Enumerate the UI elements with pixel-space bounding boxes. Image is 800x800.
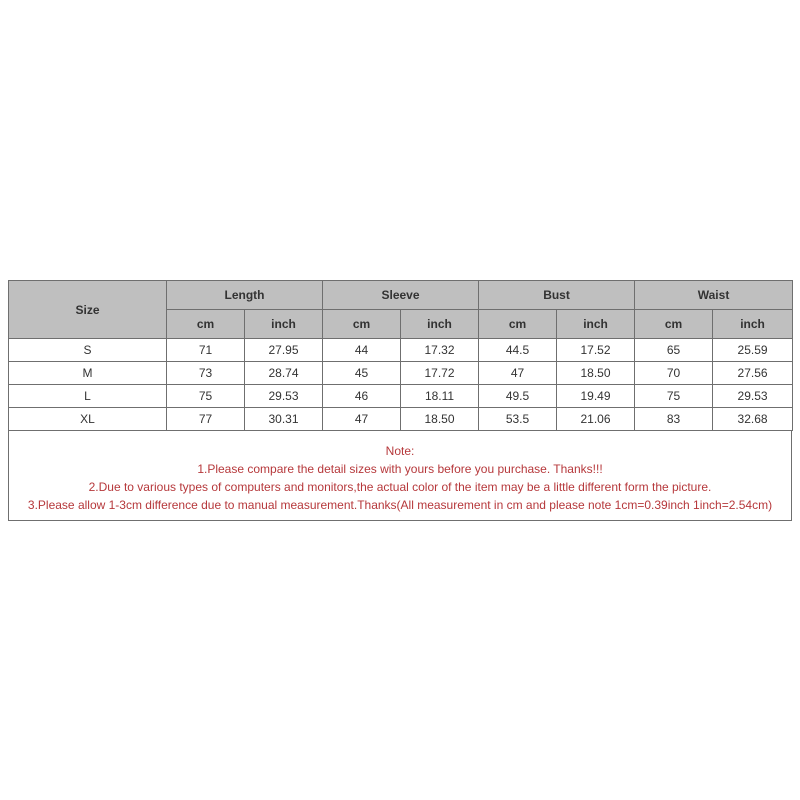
table-row <box>9 362 793 385</box>
table-cell: 53.5 <box>479 408 557 431</box>
table-cell: 17.52 <box>557 339 635 362</box>
table-cell: 49.5 <box>479 385 557 408</box>
note-title: Note: <box>385 443 415 458</box>
table-cell: 32.68 <box>713 408 793 431</box>
size-cell: M <box>9 362 167 385</box>
note-line: 3.Please allow 1-3cm difference due to manual measurement.Thanks(All measurement in cm and please note 1cm=0.39inch 1inch=2.54cm) <box>27 497 773 512</box>
table-cell: 47 <box>323 408 401 431</box>
group-header-waist: Waist <box>635 281 793 310</box>
table-cell: 27.56 <box>713 362 793 385</box>
table-cell: 83 <box>635 408 713 431</box>
header-row-groups <box>9 281 793 310</box>
table-cell: 28.74 <box>245 362 323 385</box>
table-cell: 25.59 <box>713 339 793 362</box>
table-cell: 75 <box>635 385 713 408</box>
size-chart <box>8 280 792 521</box>
table-cell: 46 <box>323 385 401 408</box>
table-cell: 18.50 <box>401 408 479 431</box>
table-cell: 29.53 <box>245 385 323 408</box>
table-cell: 70 <box>635 362 713 385</box>
table-cell: 77 <box>167 408 245 431</box>
size-cell: S <box>9 339 167 362</box>
table-cell: 27.95 <box>245 339 323 362</box>
table-row <box>9 339 793 362</box>
table-cell: 29.53 <box>713 385 793 408</box>
unit-header: inch <box>557 310 635 339</box>
note-line: 2.Due to various types of computers and monitors,the actual color of the item may be a little different form the picture. <box>88 479 712 494</box>
unit-header: inch <box>401 310 479 339</box>
table-cell: 44.5 <box>479 339 557 362</box>
table-cell: 75 <box>167 385 245 408</box>
table-row <box>9 385 793 408</box>
group-header-sleeve: Sleeve <box>323 281 479 310</box>
table-cell: 17.32 <box>401 339 479 362</box>
unit-header: cm <box>323 310 401 339</box>
group-header-bust: Bust <box>479 281 635 310</box>
table-cell: 47 <box>479 362 557 385</box>
size-cell: L <box>9 385 167 408</box>
group-header-length: Length <box>167 281 323 310</box>
table-cell: 18.11 <box>401 385 479 408</box>
table-cell: 19.49 <box>557 385 635 408</box>
table-row <box>9 408 793 431</box>
table-cell: 18.50 <box>557 362 635 385</box>
table-cell: 73 <box>167 362 245 385</box>
table-cell: 44 <box>323 339 401 362</box>
table-cell: 30.31 <box>245 408 323 431</box>
table-cell: 17.72 <box>401 362 479 385</box>
table-cell: 71 <box>167 339 245 362</box>
unit-header: cm <box>479 310 557 339</box>
notes-box <box>8 431 792 521</box>
unit-header: inch <box>713 310 793 339</box>
unit-header: cm <box>167 310 245 339</box>
unit-header: inch <box>245 310 323 339</box>
unit-header: cm <box>635 310 713 339</box>
table-cell: 65 <box>635 339 713 362</box>
size-column-header: Size <box>9 281 167 339</box>
note-line: 1.Please compare the detail sizes with yours before you purchase. Thanks!!! <box>197 461 603 476</box>
table-cell: 21.06 <box>557 408 635 431</box>
table-cell: 45 <box>323 362 401 385</box>
size-cell: XL <box>9 408 167 431</box>
size-table <box>8 280 793 431</box>
